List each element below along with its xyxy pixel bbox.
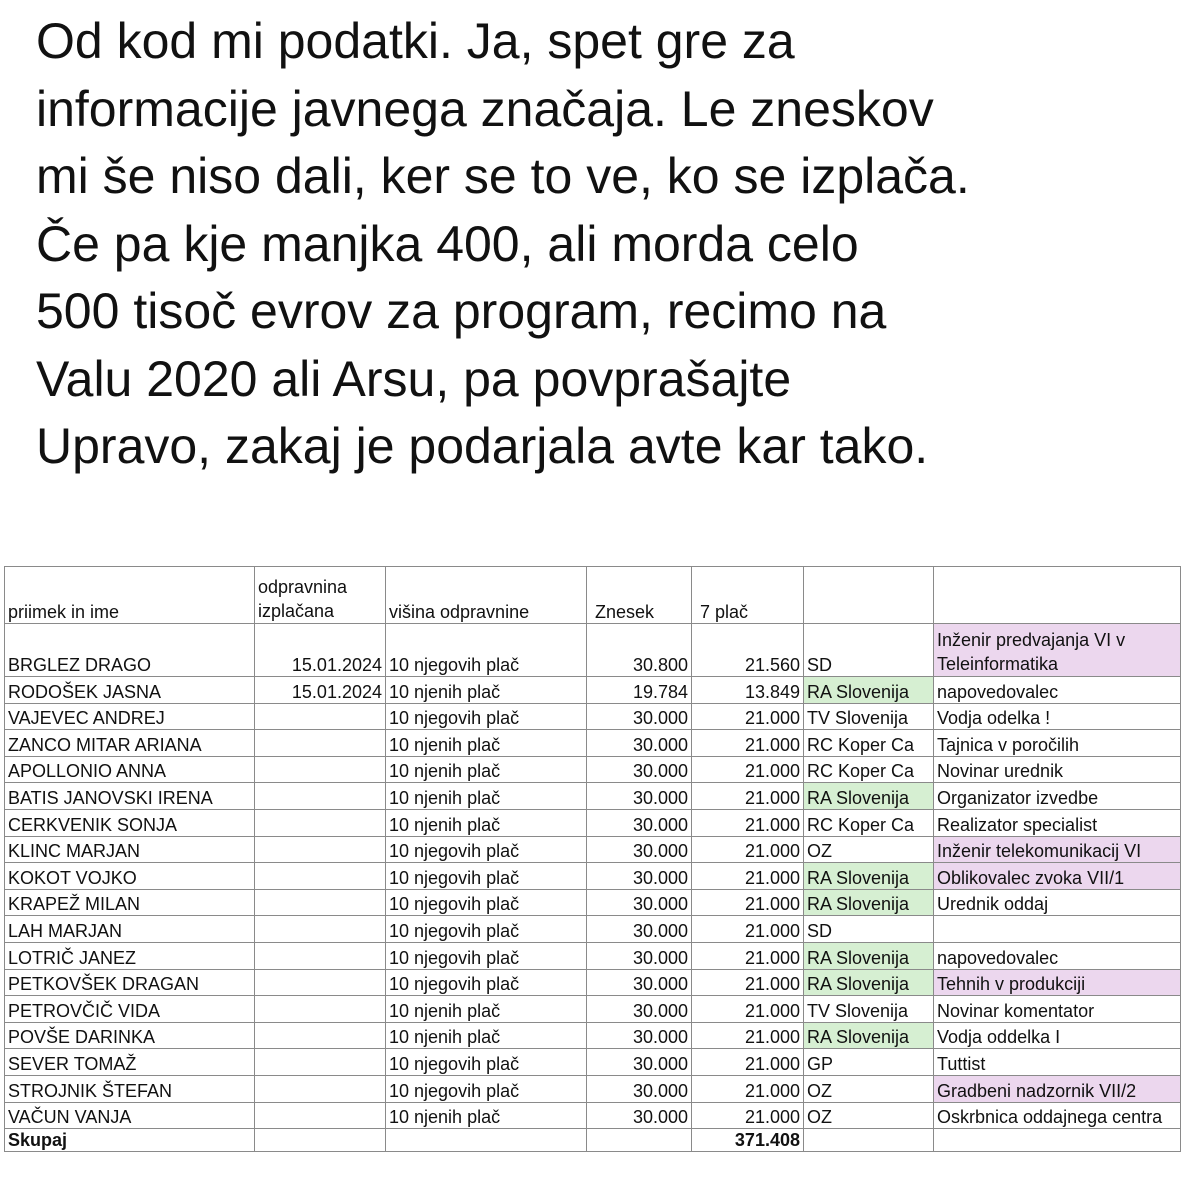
row-znesek: 30.000 [587, 730, 692, 757]
row-name: POVŠE DARINKA [5, 1022, 255, 1049]
row-date [255, 1022, 386, 1049]
table-row [5, 916, 1181, 943]
post-text [36, 8, 1166, 481]
row-amount-desc: 10 njenih plač [386, 809, 587, 836]
row-seven-salaries: 21.560 [692, 624, 804, 677]
row-date [255, 756, 386, 783]
row-znesek: 30.000 [587, 1022, 692, 1049]
row-date [255, 889, 386, 916]
row-seven-salaries: 21.000 [692, 703, 804, 730]
row-unit: SD [804, 916, 934, 943]
row-name: LAH MARJAN [5, 916, 255, 943]
header-role [934, 567, 1181, 624]
row-seven-salaries: 21.000 [692, 996, 804, 1023]
row-amount-desc: 10 njenih plač [386, 996, 587, 1023]
table-row [5, 1102, 1181, 1129]
table-row [5, 969, 1181, 996]
row-name: BRGLEZ DRAGO [5, 624, 255, 677]
row-seven-salaries: 21.000 [692, 969, 804, 996]
row-znesek: 30.000 [587, 703, 692, 730]
row-name: PETROVČIČ VIDA [5, 996, 255, 1023]
row-amount-desc: 10 njegovih plač [386, 624, 587, 677]
row-role: Tehnih v produkciji [934, 969, 1181, 996]
row-unit: GP [804, 1049, 934, 1076]
row-date [255, 730, 386, 757]
total-empty-cell [804, 1129, 934, 1152]
row-seven-salaries: 21.000 [692, 942, 804, 969]
row-unit: RA Slovenija [804, 942, 934, 969]
header-znesek: Znesek [587, 567, 692, 624]
row-name: CERKVENIK SONJA [5, 809, 255, 836]
row-role [934, 916, 1181, 943]
row-amount-desc: 10 njenih plač [386, 1022, 587, 1049]
row-role: napovedovalec [934, 942, 1181, 969]
row-unit: OZ [804, 1075, 934, 1102]
row-amount-desc: 10 njegovih plač [386, 889, 587, 916]
header-seven-salaries: 7 plač [692, 567, 804, 624]
row-role: Inženir telekomunikacij VI [934, 836, 1181, 863]
row-role: Oskrbnica oddajnega centra [934, 1102, 1181, 1129]
row-name: KOKOT VOJKO [5, 863, 255, 890]
row-amount-desc: 10 njegovih plač [386, 1049, 587, 1076]
row-name: BATIS JANOVSKI IRENA [5, 783, 255, 810]
row-role: Realizator specialist [934, 809, 1181, 836]
row-seven-salaries: 21.000 [692, 809, 804, 836]
row-amount-desc: 10 njegovih plač [386, 969, 587, 996]
row-unit: RA Slovenija [804, 677, 934, 704]
row-name: PETKOVŠEK DRAGAN [5, 969, 255, 996]
row-date [255, 783, 386, 810]
row-date [255, 942, 386, 969]
row-znesek: 19.784 [587, 677, 692, 704]
row-name: VAJEVEC ANDREJ [5, 703, 255, 730]
table-row [5, 942, 1181, 969]
row-unit: OZ [804, 836, 934, 863]
row-role: Tuttist [934, 1049, 1181, 1076]
row-amount-desc: 10 njenih plač [386, 730, 587, 757]
row-unit: SD [804, 624, 934, 677]
row-znesek: 30.000 [587, 889, 692, 916]
row-znesek: 30.000 [587, 863, 692, 890]
row-amount-desc: 10 njegovih plač [386, 942, 587, 969]
header-unit [804, 567, 934, 624]
row-amount-desc: 10 njegovih plač [386, 916, 587, 943]
header-date: odpravnina izplačana [255, 567, 386, 624]
row-znesek: 30.000 [587, 756, 692, 783]
table-row [5, 677, 1181, 704]
row-unit: RA Slovenija [804, 1022, 934, 1049]
row-znesek: 30.000 [587, 996, 692, 1023]
row-name: KRAPEŽ MILAN [5, 889, 255, 916]
row-role: Tajnica v poročilih [934, 730, 1181, 757]
post-line: Če pa kje manjka 400, ali morda celo [36, 215, 859, 272]
row-znesek: 30.800 [587, 624, 692, 677]
row-seven-salaries: 21.000 [692, 730, 804, 757]
row-role: Vodja odelka ! [934, 703, 1181, 730]
total-label: Skupaj [5, 1129, 255, 1152]
row-seven-salaries: 21.000 [692, 783, 804, 810]
row-amount-desc: 10 njegovih plač [386, 863, 587, 890]
total-empty-cell [587, 1129, 692, 1152]
row-role: Urednik oddaj [934, 889, 1181, 916]
header-row [5, 567, 1181, 624]
row-role: Gradbeni nadzornik VII/2 [934, 1075, 1181, 1102]
row-seven-salaries: 13.849 [692, 677, 804, 704]
row-date [255, 1075, 386, 1102]
row-role: Vodja oddelka I [934, 1022, 1181, 1049]
post-line: Upravo, zakaj je podarjala avte kar tako. [36, 418, 929, 474]
row-name: STROJNIK ŠTEFAN [5, 1075, 255, 1102]
row-amount-desc: 10 njegovih plač [386, 836, 587, 863]
row-znesek: 30.000 [587, 969, 692, 996]
row-name: RODOŠEK JASNA [5, 677, 255, 704]
row-amount-desc: 10 njenih plač [386, 783, 587, 810]
row-amount-desc: 10 njegovih plač [386, 703, 587, 730]
table-row [5, 836, 1181, 863]
row-unit: RC Koper Ca [804, 756, 934, 783]
row-unit: RC Koper Ca [804, 730, 934, 757]
row-amount-desc: 10 njenih plač [386, 756, 587, 783]
row-role: napovedovalec [934, 677, 1181, 704]
row-name: VAČUN VANJA [5, 1102, 255, 1129]
table-row [5, 1075, 1181, 1102]
row-name: KLINC MARJAN [5, 836, 255, 863]
row-seven-salaries: 21.000 [692, 756, 804, 783]
total-value: 371.408 [692, 1129, 804, 1152]
row-znesek: 30.000 [587, 783, 692, 810]
post-line: Od kod mi podatki. Ja, spet gre za [36, 13, 795, 69]
row-date [255, 863, 386, 890]
row-unit: RC Koper Ca [804, 809, 934, 836]
row-unit: RA Slovenija [804, 969, 934, 996]
table-row [5, 996, 1181, 1023]
row-date [255, 969, 386, 996]
table-row [5, 809, 1181, 836]
header-name: priimek in ime [5, 567, 255, 624]
row-name: APOLLONIO ANNA [5, 756, 255, 783]
row-znesek: 30.000 [587, 1049, 692, 1076]
severance-table [4, 566, 1181, 1152]
row-unit: OZ [804, 1102, 934, 1129]
row-date [255, 996, 386, 1023]
total-row [5, 1129, 1181, 1152]
row-date: 15.01.2024 [255, 624, 386, 677]
row-role: Novinar urednik [934, 756, 1181, 783]
row-seven-salaries: 21.000 [692, 889, 804, 916]
row-date [255, 703, 386, 730]
table-row [5, 730, 1181, 757]
row-date [255, 1049, 386, 1076]
row-date: 15.01.2024 [255, 677, 386, 704]
row-unit: RA Slovenija [804, 863, 934, 890]
row-date [255, 916, 386, 943]
row-znesek: 30.000 [587, 809, 692, 836]
row-unit: TV Slovenija [804, 996, 934, 1023]
row-seven-salaries: 21.000 [692, 1022, 804, 1049]
table-row [5, 863, 1181, 890]
spreadsheet-screenshot [4, 566, 1184, 1200]
row-role: Inženir predvajanja VI v Teleinformatika [934, 624, 1181, 677]
row-seven-salaries: 21.000 [692, 863, 804, 890]
table-row [5, 783, 1181, 810]
table-row [5, 1049, 1181, 1076]
row-role: Oblikovalec zvoka VII/1 [934, 863, 1181, 890]
total-empty-cell [934, 1129, 1181, 1152]
row-date [255, 836, 386, 863]
table-row [5, 1022, 1181, 1049]
table-row [5, 703, 1181, 730]
row-role: Novinar komentator [934, 996, 1181, 1023]
row-date [255, 1102, 386, 1129]
row-seven-salaries: 21.000 [692, 1049, 804, 1076]
post-line: Valu 2020 ali Arsu, pa povprašajte [36, 350, 792, 407]
row-name: SEVER TOMAŽ [5, 1049, 255, 1076]
row-seven-salaries: 21.000 [692, 916, 804, 943]
post-line: informacije javnega značaja. Le zneskov [36, 80, 934, 137]
total-empty-cell [255, 1129, 386, 1152]
row-name: LOTRIČ JANEZ [5, 942, 255, 969]
row-znesek: 30.000 [587, 836, 692, 863]
table-row [5, 624, 1181, 677]
row-znesek: 30.000 [587, 1102, 692, 1129]
row-amount-desc: 10 njegovih plač [386, 1075, 587, 1102]
row-amount-desc: 10 njenih plač [386, 1102, 587, 1129]
row-role: Organizator izvedbe [934, 783, 1181, 810]
total-empty-cell [386, 1129, 587, 1152]
post-line: mi še niso dali, ker se to ve, ko se izplača. [36, 148, 970, 204]
row-unit: RA Slovenija [804, 783, 934, 810]
table-row [5, 889, 1181, 916]
row-amount-desc: 10 njenih plač [386, 677, 587, 704]
row-unit: TV Slovenija [804, 703, 934, 730]
row-znesek: 30.000 [587, 942, 692, 969]
row-name: ZANCO MITAR ARIANA [5, 730, 255, 757]
row-seven-salaries: 21.000 [692, 1102, 804, 1129]
header-amount-desc: višina odpravnine [386, 567, 587, 624]
post-line: 500 tisoč evrov za program, recimo na [36, 283, 887, 339]
row-seven-salaries: 21.000 [692, 836, 804, 863]
table-row [5, 756, 1181, 783]
row-date [255, 809, 386, 836]
row-seven-salaries: 21.000 [692, 1075, 804, 1102]
row-znesek: 30.000 [587, 916, 692, 943]
row-unit: RA Slovenija [804, 889, 934, 916]
row-znesek: 30.000 [587, 1075, 692, 1102]
